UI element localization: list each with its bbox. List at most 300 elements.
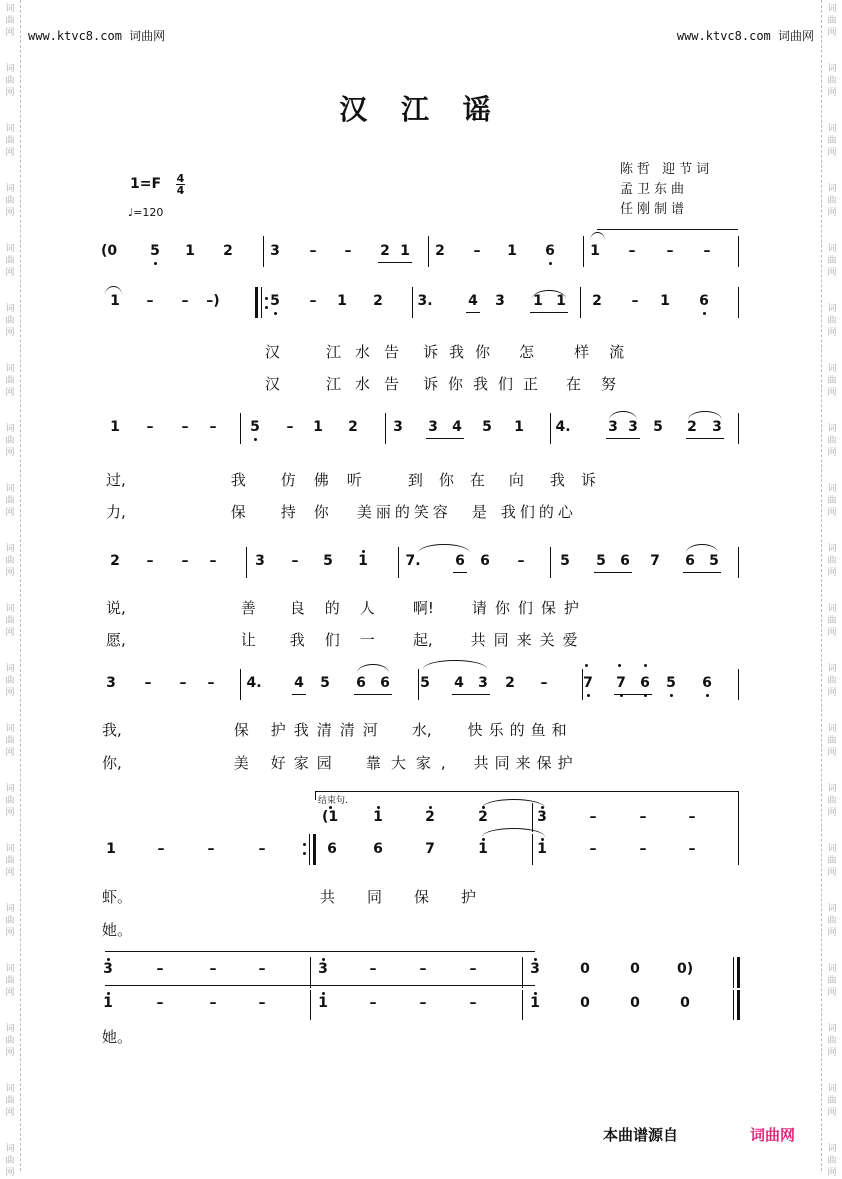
accent-dot [585,664,588,667]
note: – [156,961,164,977]
note: 3 [608,419,618,435]
margin-watermark-char: 词 [827,904,837,914]
bar-line [550,413,551,444]
note: 2 [380,243,390,259]
phrase-line [597,229,738,230]
margin-watermark-char: 网 [5,808,15,818]
note: – [258,995,266,1011]
note: 2 [478,809,488,825]
note: – [419,961,427,977]
bar-line [733,990,734,1020]
note: 5 [596,553,606,569]
note: – [639,809,647,825]
margin-watermark-char: 网 [5,1048,15,1058]
note: 6 [327,841,337,857]
note: – [146,293,154,309]
note: 2 [505,675,515,691]
note: 3 [393,419,403,435]
margin-watermark-char: 词 [5,1144,15,1154]
note: 1 [103,995,113,1011]
tempo-mark: ♩=120 [128,206,164,219]
bar-line [428,236,429,267]
margin-watermark-char: 曲 [5,376,15,386]
note: 7 [425,841,435,857]
note: – [209,419,217,435]
margin-watermark-char: 曲 [827,616,837,626]
octave-dot-above [107,992,110,995]
bar-line [313,834,316,865]
margin-watermark-char: 词 [5,124,15,134]
margin-watermark-char: 词 [827,1144,837,1154]
margin-watermark-char: 曲 [5,616,15,626]
margin-watermark-char: 词 [827,484,837,494]
bar-line [738,791,739,865]
tie-arc [357,664,389,673]
octave-dot-below [587,694,590,697]
note: 6 [620,553,630,569]
note: 5 [666,675,676,691]
margin-watermark-char: 词 [827,64,837,74]
margin-watermark-char: 词 [5,664,15,674]
note: 0) [677,961,694,977]
margin-watermark-char: 词 [827,364,837,374]
note: 1 [590,243,600,259]
note: 2 [373,293,383,309]
margin-watermark-char: 曲 [827,916,837,926]
ending-label: 结束句. [318,796,348,806]
margin-watermark-char: 网 [827,448,837,458]
margin-watermark-char: 词 [5,484,15,494]
note: 1 [106,841,116,857]
phrase-line [315,791,738,792]
note: 1 [530,995,540,1011]
note: 1 [514,419,524,435]
lyric-line: 虾。 共同保护 [102,888,509,906]
bar-line [738,287,739,318]
margin-watermark-char: 词 [827,964,837,974]
margin-watermark-char: 网 [5,448,15,458]
octave-dot-above [541,838,544,841]
margin-watermark-char: 词 [827,424,837,434]
margin-watermark-char: 曲 [827,856,837,866]
note: 2 [592,293,602,309]
margin-watermark-char: 词 [5,544,15,554]
note: 1 [533,293,543,309]
octave-dot-above [377,806,380,809]
margin-watermark-char: 词 [5,64,15,74]
tie-arc [532,290,566,299]
note: – [146,419,154,435]
bar-line [550,547,551,578]
note: 4. [246,675,262,691]
repeat-dot [303,843,306,846]
margin-watermark-char: 网 [5,568,15,578]
time-signature: 4 4 [176,172,185,197]
note: – [639,841,647,857]
bar-line [263,236,264,267]
site-url-right[interactable]: www.ktvc8.com 词曲网 [676,29,814,43]
margin-watermark-char: 词 [5,844,15,854]
note: 1 [507,243,517,259]
margin-watermark-char: 词 [5,424,15,434]
note: – [631,293,639,309]
accent-dot [644,664,647,667]
bar-line [738,669,739,700]
underline-beam [530,312,568,313]
note: – [688,841,696,857]
footer-source-text: 本曲谱源自 [603,1126,679,1144]
note: 0 [580,995,590,1011]
note: 7 [616,675,626,691]
note: – [688,809,696,825]
margin-watermark-char: 词 [5,244,15,254]
margin-watermark-char: 网 [5,688,15,698]
tie-arc [482,828,545,837]
margin-watermark-char: 曲 [5,436,15,446]
margin-watermark-char: 词 [827,124,837,134]
note: 3 [103,961,113,977]
margin-watermark-char: 词 [827,844,837,854]
repeat-dot [265,297,268,300]
margin-watermark-char: 曲 [827,136,837,146]
margin-watermark-char: 网 [827,208,837,218]
note: 5 [323,553,333,569]
bar-line [240,669,241,700]
margin-watermark-char: 曲 [827,1156,837,1166]
octave-dot-above [107,958,110,961]
bar-line [385,413,386,444]
margin-watermark-char: 词 [5,184,15,194]
margin-watermark-char: 曲 [827,676,837,686]
octave-dot-above [534,958,537,961]
note: 1 [185,243,195,259]
margin-watermark-char: 曲 [827,196,837,206]
octave-dot-above [534,992,537,995]
margin-watermark-char: 网 [5,868,15,878]
bar-line [398,547,399,578]
note: – [473,243,481,259]
note: (0 [101,243,118,259]
note: 6 [380,675,390,691]
margin-watermark-char: 曲 [5,1096,15,1106]
note: 2 [110,553,120,569]
margin-watermark-char: 网 [5,748,15,758]
note: 6 [640,675,650,691]
margin-watermark-char: 网 [827,868,837,878]
margin-watermark-char: 词 [827,604,837,614]
note: 5 [250,419,260,435]
note: – [207,841,215,857]
tie-arc [105,286,122,295]
margin-watermark-char: 词 [5,904,15,914]
note: – [369,961,377,977]
note: 5 [420,675,430,691]
note: 3 [628,419,638,435]
octave-dot-below [670,694,673,697]
note: 2 [435,243,445,259]
bar-line [580,287,581,318]
note: – [179,675,187,691]
underline-beam [686,438,724,439]
octave-dot-above [322,992,325,995]
underline-beam [594,572,632,573]
bar-line [255,287,258,318]
note: – [540,675,548,691]
note: 4 [468,293,478,309]
note: 3 [712,419,722,435]
note: 0 [680,995,690,1011]
note: 3 [537,809,547,825]
note: 7. [405,553,421,569]
bar-line [412,287,413,318]
bar-line [733,957,734,988]
note: 2 [687,419,697,435]
footer-brand-link[interactable]: 词曲网 [750,1126,796,1144]
margin-watermark-char: 词 [5,1024,15,1034]
bar-line [246,547,247,578]
margin-watermark-char: 网 [827,928,837,938]
note: – [703,243,711,259]
margin-watermark-char: 曲 [5,196,15,206]
note: 0 [580,961,590,977]
note: – [207,675,215,691]
margin-watermark-char: 曲 [827,976,837,986]
phrase-line [105,951,535,952]
margin-watermark-char: 词 [5,304,15,314]
margin-watermark-char: 曲 [827,1096,837,1106]
note: –) [206,293,220,309]
composer-credit: 孟卫东曲 [620,182,689,197]
accent-dot [618,664,621,667]
margin-watermark-char: 网 [827,1168,837,1178]
note: 3 [428,419,438,435]
margin-watermark-char: 网 [827,148,837,158]
octave-dot-below [703,312,706,315]
site-url-left[interactable]: www.ktvc8.com 词曲网 [28,29,166,43]
tie-arc [688,411,722,420]
note: – [666,243,674,259]
tie-arc [423,660,487,669]
margin-watermark-char: 曲 [827,1036,837,1046]
note: – [291,553,299,569]
note: – [369,995,377,1011]
margin-watermark-char: 网 [827,808,837,818]
note: 1 [556,293,566,309]
note: 6 [702,675,712,691]
bar-line [522,957,523,988]
note: 3 [255,553,265,569]
note: – [286,419,294,435]
octave-dot-above [482,838,485,841]
note: – [469,995,477,1011]
bar-line [310,957,311,988]
note: 5 [270,293,280,309]
note: 5 [560,553,570,569]
margin-watermark-char: 曲 [5,1156,15,1166]
octave-dot-below [706,694,709,697]
note: 4 [452,419,462,435]
note: – [517,553,525,569]
margin-watermark-char: 网 [827,388,837,398]
note: 7 [650,553,660,569]
note: – [344,243,352,259]
margin-watermark-char: 曲 [5,136,15,146]
margin-watermark-char: 网 [5,988,15,998]
underline-beam [354,694,392,695]
note: 5 [653,419,663,435]
margin-watermark-char: 网 [827,28,837,38]
bar-line [310,990,311,1020]
margin-watermark-char: 曲 [5,316,15,326]
margin-watermark-char: 曲 [5,916,15,926]
right-margin-watermark [821,0,842,1178]
margin-watermark-char: 网 [827,688,837,698]
margin-watermark-char: 曲 [5,796,15,806]
margin-watermark-char: 词 [5,964,15,974]
note: 1 [110,419,120,435]
margin-watermark-char: 曲 [827,316,837,326]
octave-dot-below [274,312,277,315]
margin-watermark-char: 网 [827,628,837,638]
margin-watermark-char: 网 [827,88,837,98]
margin-watermark-char: 网 [827,1048,837,1058]
note: – [589,841,597,857]
margin-watermark-char: 网 [827,268,837,278]
bar-line [738,413,739,444]
note: – [309,243,317,259]
margin-watermark-char: 曲 [827,556,837,566]
margin-watermark-char: 曲 [827,76,837,86]
lyric-line: 汉 江水告 诉我你 怎 样流 [265,343,645,361]
margin-watermark-char: 词 [827,1084,837,1094]
bar-line [583,236,584,267]
octave-dot-above [362,550,365,553]
lyric-line: 力, 保 持你 美丽的笑容 是 我们的心 [106,503,577,521]
note: 3 [530,961,540,977]
octave-dot-above [329,806,332,809]
lyric-line: 过, 我 仿佛听 到你在 向 我诉 [106,471,612,489]
note: 5 [709,553,719,569]
bar-line [315,791,316,800]
margin-watermark-char: 词 [827,784,837,794]
note: 3 [270,243,280,259]
tie-arc [482,799,545,808]
bar-line [532,834,533,865]
song-title: 汉 江 谣 [339,93,503,126]
note: 3 [106,675,116,691]
key-signature: 1=F [130,176,162,192]
note: – [209,553,217,569]
margin-watermark-char: 网 [5,148,15,158]
note: 3 [478,675,488,691]
repeat-dot [265,306,268,309]
note: – [146,553,154,569]
margin-watermark-char: 词 [5,604,15,614]
note: – [181,419,189,435]
margin-watermark-char: 网 [5,508,15,518]
margin-watermark-char: 词 [827,544,837,554]
margin-watermark-char: 网 [827,508,837,518]
margin-watermark-char: 网 [5,388,15,398]
note: – [181,293,189,309]
bar-line [522,990,523,1020]
note: 1 [478,841,488,857]
note: 1 [373,809,383,825]
note: – [181,553,189,569]
margin-watermark-char: 曲 [5,76,15,86]
note: 1 [358,553,368,569]
bar-line [240,413,241,444]
phrase-line [105,985,535,986]
margin-watermark-char: 网 [5,928,15,938]
margin-watermark-char: 曲 [827,436,837,446]
margin-watermark-char: 词 [827,304,837,314]
note: 4. [555,419,571,435]
note: 6 [685,553,695,569]
underline-beam [378,262,412,263]
lyric-line: 她。 [102,1028,133,1046]
underline-beam [426,438,464,439]
margin-watermark-char: 网 [5,208,15,218]
note: 1 [110,293,120,309]
margin-watermark-char: 网 [827,988,837,998]
tie-arc [686,544,718,553]
underline-beam [453,572,467,573]
underline-beam [606,438,640,439]
underline-beam [292,694,306,695]
note: – [209,995,217,1011]
underline-beam [452,694,490,695]
note: 2 [223,243,233,259]
left-margin-watermark [0,0,21,1178]
lyric-line: 汉 江水告 诉你我们正 在努 [265,375,637,393]
note: – [157,841,165,857]
note: – [309,293,317,309]
bar-line [737,990,740,1020]
lyricist-credit: 陈哲 迎节词 [620,162,714,177]
note: – [419,995,427,1011]
margin-watermark-char: 词 [5,1084,15,1094]
note: 1 [400,243,410,259]
underline-beam [683,572,721,573]
octave-dot-below [549,262,552,265]
note: 1 [660,293,670,309]
note: 7 [583,675,593,691]
note: 2 [425,809,435,825]
note: 3 [495,293,505,309]
margin-watermark-char: 词 [827,184,837,194]
margin-watermark-char: 曲 [827,256,837,266]
margin-watermark-char: 网 [5,628,15,638]
margin-watermark-char: 网 [5,328,15,338]
margin-watermark-char: 词 [827,1024,837,1034]
margin-watermark-char: 曲 [827,796,837,806]
octave-dot-above [429,806,432,809]
note: 6 [373,841,383,857]
lyric-line: 你, 美 好家园 靠大家, 共同来保护 [102,754,579,772]
margin-watermark-char: 网 [5,88,15,98]
note: – [209,961,217,977]
margin-watermark-char: 曲 [5,16,15,26]
note: – [589,809,597,825]
repeat-dot [303,852,306,855]
lyric-line: 她。 [102,921,133,939]
margin-watermark-char: 曲 [827,376,837,386]
note: 5 [320,675,330,691]
note: 3 [318,961,328,977]
margin-watermark-char: 网 [5,28,15,38]
margin-watermark-char: 曲 [827,16,837,26]
